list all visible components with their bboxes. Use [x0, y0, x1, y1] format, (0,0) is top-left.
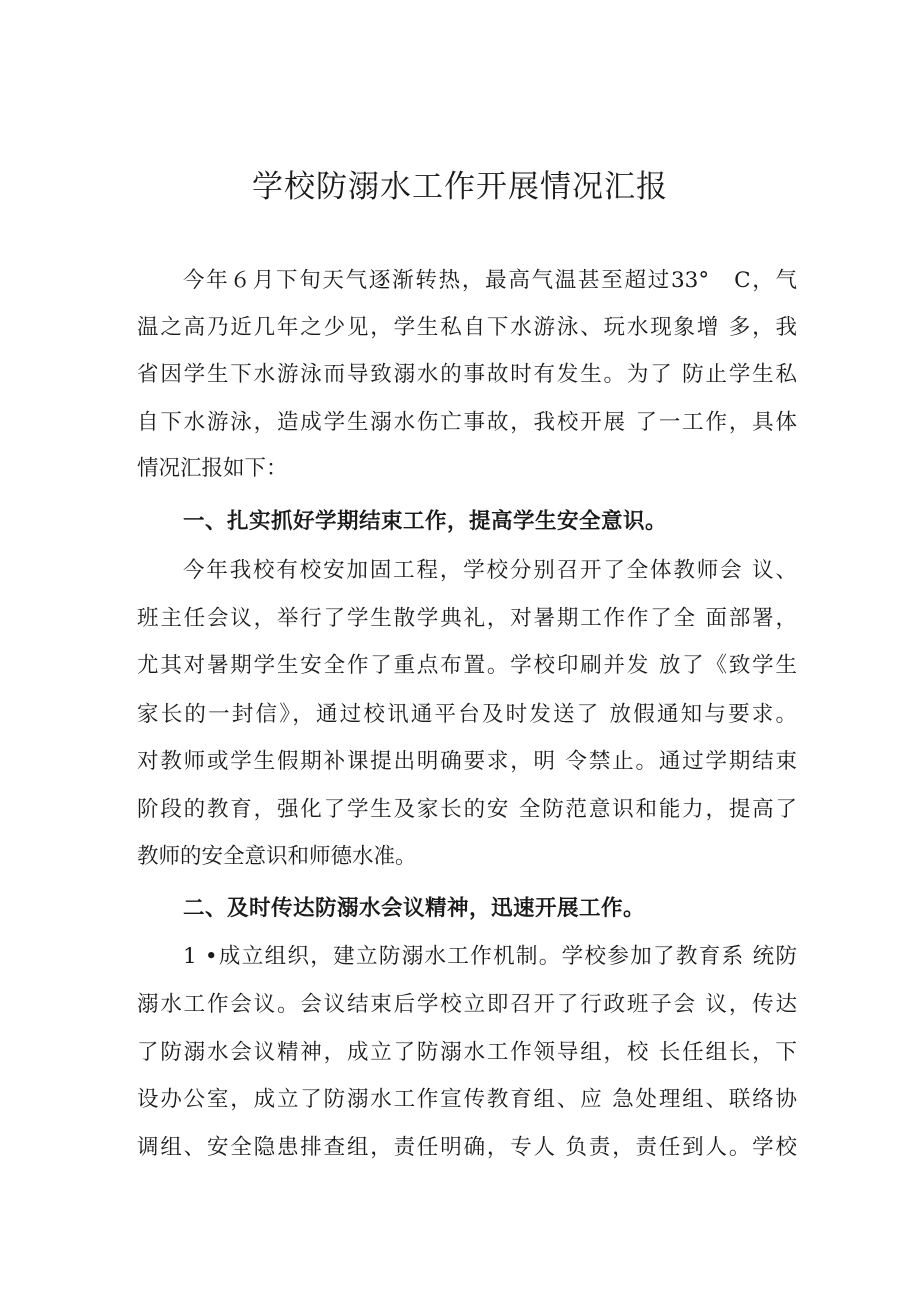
paragraph-line: 尤其对暑期学生安全作了重点布置。学校印刷并发 放了《致学生	[137, 653, 797, 678]
paragraph-line: 阶段的教育，强化了学生及家长的安 全防范意识和能力，提高了	[137, 797, 797, 822]
paragraph-line: 调组、安全隐患排查组，责任明确，专人 负责，责任到人。学校	[137, 1135, 797, 1160]
paragraph-line: 今年我校有校安加固工程，学校分别召开了全体教师会 议、	[183, 558, 797, 583]
section-heading-2: 二、及时传达防溺水会议精神，迅速开展工作。	[183, 896, 646, 921]
document-title: 学校防溺水工作开展情况汇报	[252, 169, 668, 205]
paragraph-line: 温之高乃近几年之少见，学生私自下水游泳、玩水现象增 多，我	[137, 315, 797, 340]
paragraph-line: 1 •成立组织，建立防溺水工作机制。学校参加了教育系 统防	[183, 944, 797, 969]
paragraph-line: 情况汇报如下：	[137, 456, 288, 481]
paragraph-line: 今年６月下旬天气逐渐转热，最高气温甚至超过33° C，气	[183, 268, 797, 293]
paragraph-line: 溺水工作会议。会议结束后学校立即召开了行政班子会 议，传达	[137, 992, 797, 1017]
paragraph-line: 班主任会议，举行了学生散学典礼，对暑期工作作了全 面部署，	[137, 606, 797, 631]
paragraph-line: 设办公室，成立了防溺水工作宣传教育组、应 急处理组、联络协	[137, 1087, 797, 1112]
paragraph-line: 了防溺水会议精神，成立了防溺水工作领导组，校 长任组长，下	[137, 1040, 797, 1065]
paragraph-line: 自下水游泳，造成学生溺水伤亡事故，我校开展 了一工作，具体	[137, 410, 797, 435]
paragraph-line: 教师的安全意识和师德水准。	[137, 844, 417, 869]
paragraph-line: 家长的一封信》，通过校讯通平台及时发送了 放假通知与要求。	[137, 702, 797, 727]
paragraph-line: 对教师或学生假期补课提出明确要求，明 令禁止。通过学期结束	[137, 749, 797, 774]
paragraph-line: 省因学生下水游泳而导致溺水的事故时有发生。为了 防止学生私	[137, 362, 797, 387]
section-heading-1: 一、扎实抓好学期结束工作，提高学生安全意识。	[183, 509, 668, 534]
